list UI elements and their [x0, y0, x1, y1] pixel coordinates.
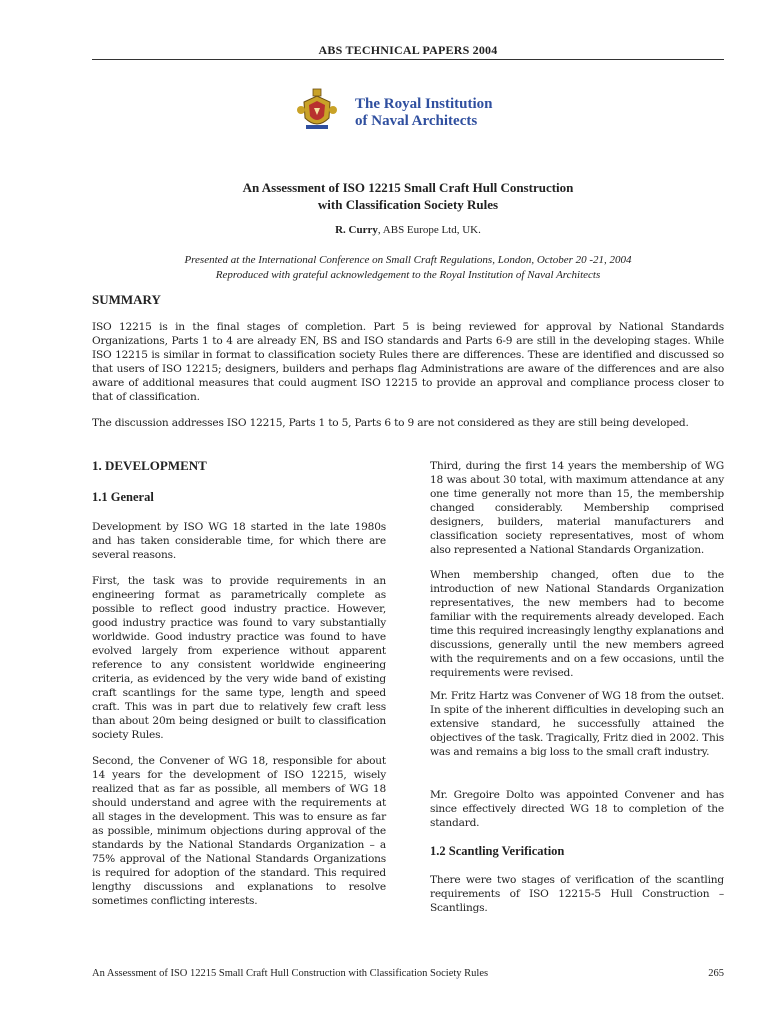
footer-running-title: An Assessment of ISO 12215 Small Craft Hull Construction with Classification Society Rules — [92, 968, 489, 979]
journal-header: ABS TECHNICAL PAPERS 2004 — [318, 43, 498, 57]
summary-paragraph-1: ISO 12215 is in the final stages of completion. Part 5 is being reviewed for approval by National Standards Organizations, Parts 1 to 4 are already EN, BS and ISO standards and Parts 6-9 are still in the developing stages. While ISO 12215 is similar in format to classification society Rules there are differences. These are identified and discussed so that users of ISO 12215; designers, builders and perhaps flag Administrations are aware of the differences and are also aware of additional measures that could augment ISO 12215 to provide an approval and compliance process closer to that of classification. — [92, 321, 724, 403]
subsection-1-1-heading: 1.1 General — [92, 490, 154, 504]
development-paragraph-3: Second, the Convener of WG 18, responsible for about 14 years for the development of ISO 12215, wisely realized that as far as possible, all members of WG 18 should understand and agree with the requirements at all stages in the development. This was to ensure as far as possible, minimum objections during approval of the standards by the National Standards Organization – a 75% approval of the National Standards Organizations is required for adoption of the standard. This required lengthy discussions and explanations to resolve sometimes conflicting interests. — [92, 755, 386, 907]
section-1-heading: 1. DEVELOPMENT — [92, 458, 207, 473]
summary-paragraph-2: The discussion addresses ISO 12215, Parts 1 to 5, Parts 6 to 9 are not considered as they are still being developed. — [92, 417, 689, 429]
title-line-2: with Classification Society Rules — [317, 197, 499, 212]
presented-line-1: Presented at the International Conference on Small Craft Regulations, London, October 20 -21, 2004 — [184, 254, 632, 266]
institution-line-1: The Royal Institution — [355, 96, 493, 112]
rina-crest-logo — [296, 88, 338, 132]
author-line — [92, 224, 724, 236]
author-affiliation: , ABS Europe Ltd, UK. — [377, 224, 481, 236]
subsection-1-2-heading: 1.2 Scantling Verification — [430, 844, 565, 858]
development-paragraph-6: Mr. Fritz Hartz was Convener of WG 18 from the outset. In spite of the inherent difficulties in developing such an extensive standard, he successfully attained the objectives of the task. Tragically, Fritz died in 2002. This was and remains a big loss to the small craft industry. — [430, 690, 724, 758]
presentation-note — [92, 253, 724, 283]
title-line-1: An Assessment of ISO 12215 Small Craft Hull Construction — [242, 180, 574, 195]
development-paragraph-1: Development by ISO WG 18 started in the late 1980s and has taken considerable time, for which there are several reasons. — [92, 521, 386, 561]
page-number: 265 — [708, 968, 724, 979]
development-paragraph-7: Mr. Gregoire Dolto was appointed Convener and has since effectively directed WG 18 to completion of the standard. — [430, 789, 724, 829]
development-paragraph-5: When membership changed, often due to the introduction of new National Standards Organization representatives, the new members had to become familiar with the requirements already developed. Each time this required increasingly lengthy explanations and discussions, generally until the new members agreed with the requirements and on a few occasions, until the requirements were revised. — [430, 569, 724, 679]
presented-line-2: Reproduced with grateful acknowledgement to the Royal Institution of Naval Architects — [215, 269, 601, 281]
development-paragraph-4: Third, during the first 14 years the membership of WG 18 was about 30 total, with maximum attendance at any one time generally not more than 15, the membership changed considerably. Membership comprised designers, builders, material manufacturers and classification society representatives, most of whom also represented a National Standards Organization. — [430, 460, 724, 556]
development-paragraph-2: First, the task was to provide requirements in an engineering format as parametrically complete as possible to reflect good industry practice. However, good industry practice was found to vary substantially worldwide. Good industry practice was found to have evolved largely from experience without apparent reference to any consistent worldwide engineering criteria, as evidenced by the very wide band of existing craft scantlings for the same type, length and speed craft. This was in part due to relatively few craft less than about 20m being designed or built to classification society Rules. — [92, 575, 386, 741]
institution-name — [355, 96, 493, 130]
author-name: R. Curry — [335, 224, 378, 236]
scantling-paragraph-1: There were two stages of verification of the scantling requirements of ISO 12215-5 Hull Construction – Scantlings. — [430, 874, 724, 914]
paper-title — [92, 179, 724, 213]
summary-heading: SUMMARY — [92, 292, 161, 307]
institution-line-2: of Naval Architects — [355, 113, 478, 129]
header-divider — [92, 59, 724, 60]
